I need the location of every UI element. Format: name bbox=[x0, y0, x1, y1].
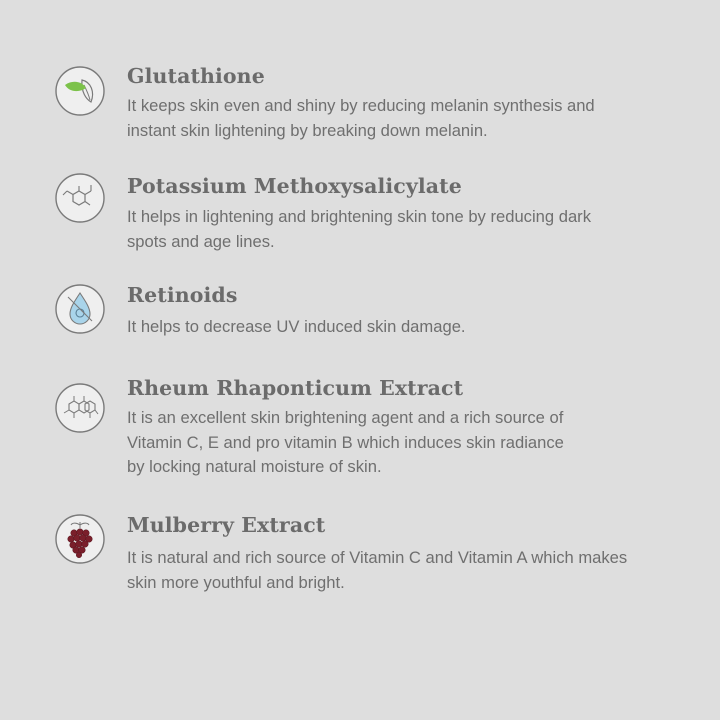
ingredient-title: Retinoids bbox=[127, 283, 238, 307]
description-line: Vitamin C, E and pro vitamin B which induces skin radiance bbox=[127, 432, 564, 452]
description-line: It is an excellent skin brightening agent and a rich source of bbox=[127, 408, 564, 427]
ingredient-title: Glutathione bbox=[127, 64, 265, 88]
description-line: It keeps skin even and shiny by reducing melanin synthesis and bbox=[127, 96, 595, 115]
ingredient-description bbox=[127, 94, 687, 143]
description-line: by locking natural moisture of skin. bbox=[127, 457, 382, 476]
ingredient-description bbox=[127, 205, 687, 254]
chemical-structure-icon bbox=[55, 383, 105, 433]
ingredient-title: Potassium Methoxysalicylate bbox=[127, 174, 462, 198]
description-line: spots and age lines. bbox=[127, 231, 275, 251]
description-line: instant skin lightening by breaking down melanin. bbox=[127, 120, 488, 140]
leaf-icon bbox=[55, 66, 105, 116]
ingredient-title: Rheum Rhaponticum Extract bbox=[127, 376, 464, 400]
description-line: skin more youthful and bright. bbox=[127, 572, 345, 592]
mulberry-icon bbox=[55, 514, 105, 564]
description-line: It helps in lightening and brightening skin tone by reducing dark bbox=[127, 207, 592, 226]
ingredient-description bbox=[127, 406, 687, 480]
ingredient-description bbox=[127, 546, 687, 595]
description-line: It helps to decrease UV induced skin damage. bbox=[127, 317, 466, 336]
water-drop-icon bbox=[55, 284, 105, 334]
ingredient-title: Mulberry Extract bbox=[127, 513, 326, 537]
molecule-icon bbox=[55, 173, 105, 223]
ingredient-description bbox=[127, 315, 687, 340]
description-line: It is natural and rich source of Vitamin C and Vitamin A which makes bbox=[127, 548, 628, 567]
